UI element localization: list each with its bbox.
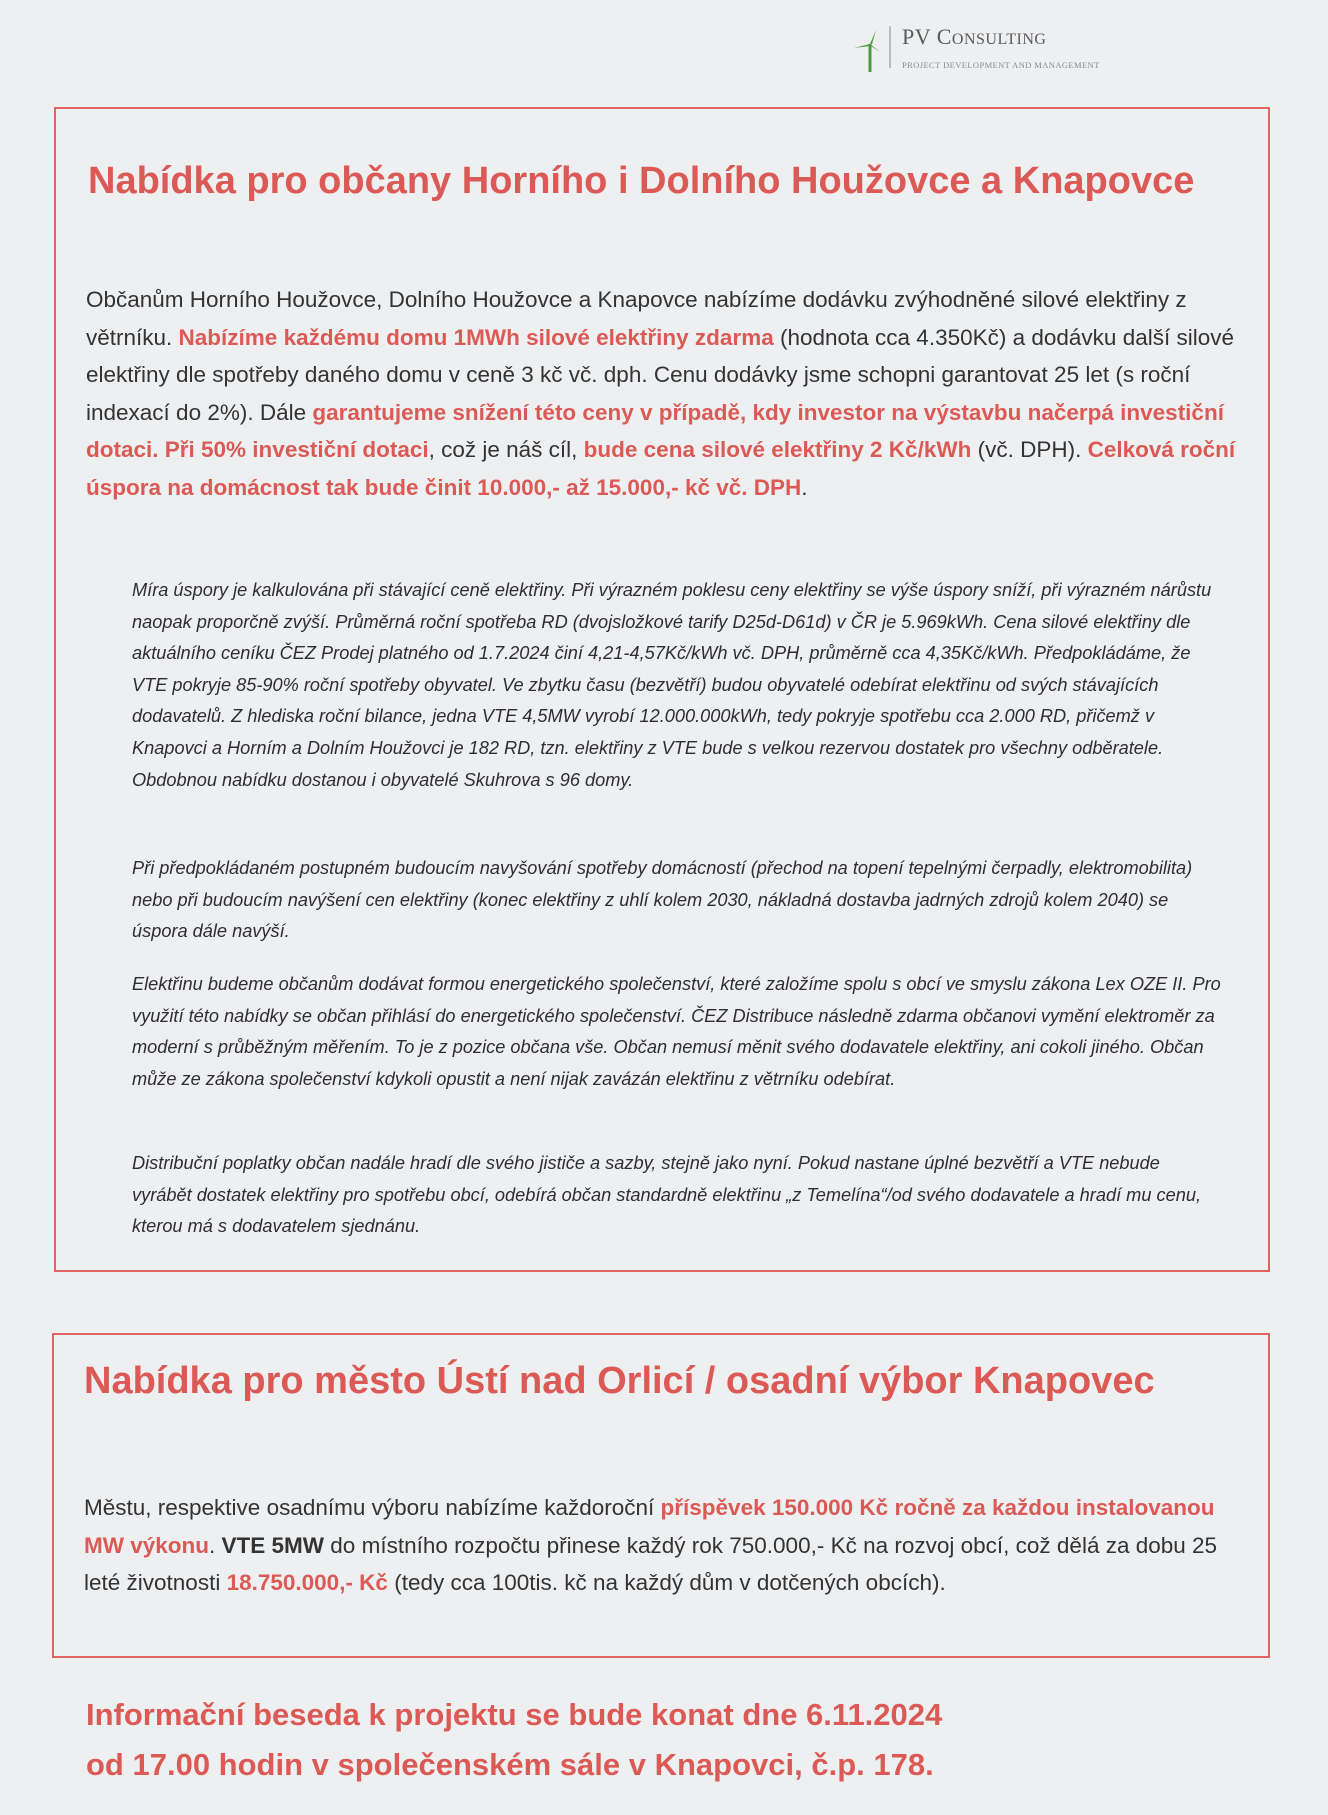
- city-offer-text: Městu, respektive osadnímu výboru nabízíme každoroční příspěvek 150.000 Kč ročně za každou instalovanou MW výkonu. VTE 5MW do místního rozpočtu přinese každý rok 750.000,- Kč na rozvoj obcí, což dělá za dobu 25 leté životnosti 18.750.000,- Kč (tedy cca 100tis. kč na každý dům v dotčených obcích).: [84, 1495, 1218, 1595]
- savings-calculation-note: Míra úspory je kalkulována při stávající ceně elektřiny. Při výrazném poklesu ceny elektřiny se výše úspory sníží, při výrazném nárůstu naopak proporčně zvýší. Průměrná roční spotřeba RD (dvojsložkové tarify D25d-D61d) v ČR je 5.969kWh. Cena silové elektřiny dle aktuálního ceníku ČEZ Prodej platného od 1.7.2024 činí 4,21-4,57Kč/kWh vč. DPH, průměrně cca 4,35Kč/kWh. Předpokládáme, že VTE pokryje 85-90% roční spotřeby obyvatel. Ve zbytku času (bezvětří) budou obyvatelé odebírat elektřinu od svých stávajících dodavatelů. Z hlediska roční bilance, jedna VTE 4,5MW vyrobí 12.000.000kWh, tedy pokryje spotřebu cca 2.000 RD, přičemž v Knapovci a Horním a Dolním Houžovci je 182 RD, tzn. elektřiny z VTE bude s velkou rezervou dostatek pro všechny odběratele. Obdobnou nabídku dostanou i obyvatelé Skuhrova s 96 domy.: [132, 580, 1212, 790]
- event-line-2: od 17.00 hodin v společenském sále v Knapovci, č.p. 178.: [86, 1747, 934, 1782]
- event-line-1: Informační beseda k projektu se bude konat dne 6.11.2024: [86, 1697, 943, 1732]
- citizens-offer-title: Nabídka pro občany Horního i Dolního Houžovce a Knapovce: [88, 160, 1195, 202]
- city-offer-title: Nabídka pro město Ústí nad Orlicí / osadní výbor Knapovec: [84, 1360, 1155, 1402]
- event-announcement: [86, 1690, 1286, 1790]
- consumption-growth-note: Při předpokládaném postupném budoucím navyšování spotřeby domácností (přechod na topení tepelnými čerpadly, elektromobilita) nebo při budoucím navýšení cen elektřiny (konec elektřiny z uhlí kolem 2030, nákladná dostavba jadrných zdrojů kolem 2040) se úspora dále navýší.: [132, 858, 1193, 942]
- company-tagline: PROJECT DEVELOPMENT AND MANAGEMENT: [902, 60, 1100, 70]
- company-logo: [850, 22, 1170, 82]
- energy-community-note: Elektřinu budeme občanům dodávat formou energetického společenství, které založíme spolu s obcí ve smyslu zákona Lex OZE II. Pro využití této nabídky se občan přihlásí do energetického společenství. ČEZ Distribuce následně zdarma občanovi vymění elektroměr za moderní s průběžným měřením. To je z pozice občana vše. Občan nemusí měnit svého dodavatele elektřiny, ani cokoli jiného. Občan může ze zákona společenství kdykoli opustit a není nijak zavázán elektřinu z větrníku odebírat.: [132, 974, 1221, 1089]
- wind-turbine-icon: [850, 26, 896, 76]
- company-name: PV CONSULTING: [902, 24, 1047, 49]
- citizens-offer-box: [54, 107, 1270, 1272]
- city-offer-box: [52, 1333, 1270, 1658]
- citizens-offer-lead: Občanům Horního Houžovce, Dolního Houžovce a Knapovce nabízíme dodávku zvýhodněné silové elektřiny z větrníku. Nabízíme každému domu 1MWh silové elektřiny zdarma (hodnota cca 4.350Kč) a dodávku další silové elektřiny dle spotřeby daného domu v ceně 3 kč vč. dph. Cenu dodávky jsme schopni garantovat 25 let (s roční indexací do 2%). Dále garantujeme snížení této ceny v případě, kdy investor na výstavbu načerpá investiční dotaci. Při 50% investiční dotaci, což je náš cíl, bude cena silové elektřiny 2 Kč/kWh (vč. DPH). Celková roční úspora na domácnost tak bude činit 10.000,- až 15.000,- kč vč. DPH.: [86, 287, 1236, 500]
- distribution-fees-note: Distribuční poplatky občan nadále hradí dle svého jističe a sazby, stejně jako nyní. Pokud nastane úplné bezvětří a VTE nebude vyrábět dostatek elektřiny pro spotřebu obcí, odebírá občan standardně elektřinu „z Temelína“/od svého dodavatele a hradí mu cenu, kterou má s dodavatelem sjednánu.: [132, 1153, 1201, 1237]
